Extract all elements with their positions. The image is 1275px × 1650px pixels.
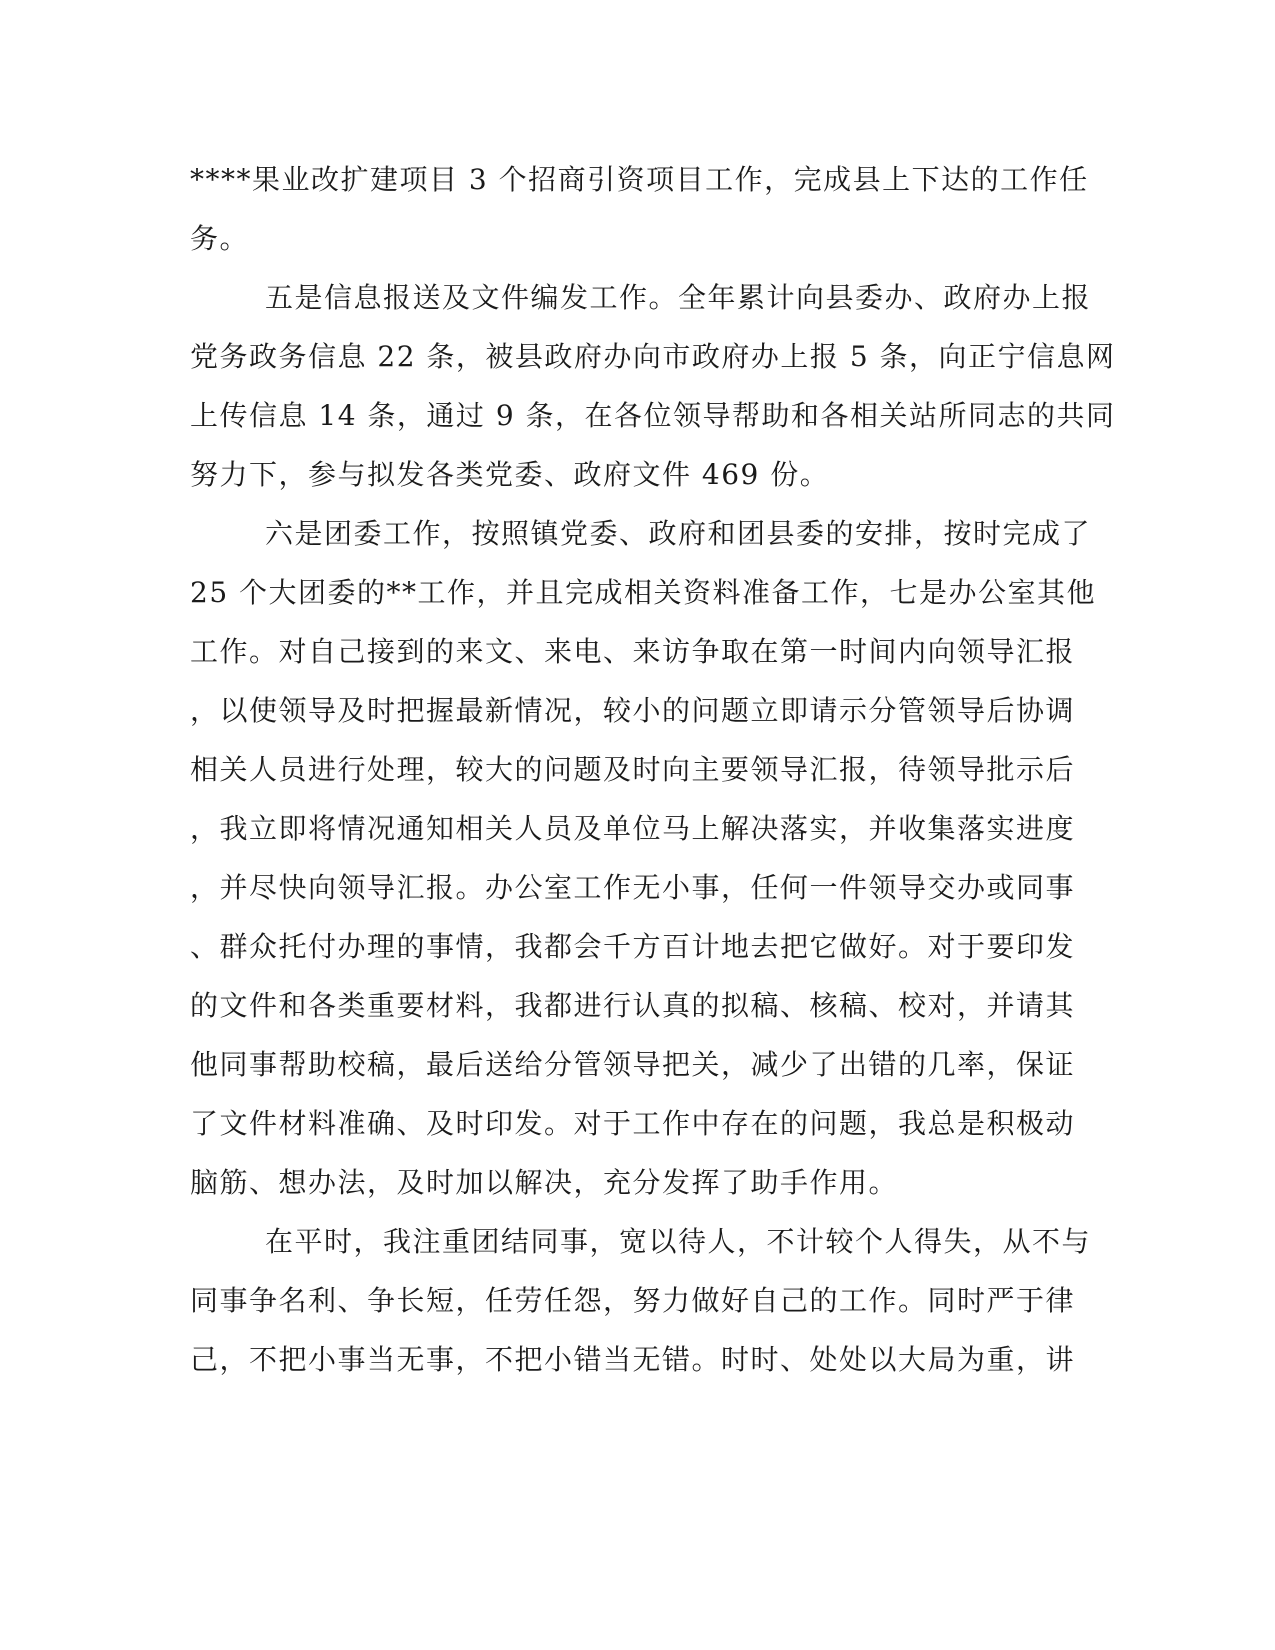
text-line: 了文件材料准确、及时印发。对于工作中存在的问题，我总是积极动 <box>190 1107 1076 1140</box>
text-line: ****果业改扩建项目 3 个招商引资项目工作，完成县上下达的工作任 <box>190 163 1089 196</box>
text-line: 的文件和各类重要材料，我都进行认真的拟稿、核稿、校对，并请其 <box>190 989 1076 1022</box>
text-line: 务。 <box>190 222 250 255</box>
paragraph-first-line: 在平时，我注重团结同事，宽以待人，不计较个人得失，从不与 <box>265 1225 1092 1258</box>
text-line: 脑筋、想办法，及时加以解决，充分发挥了助手作用。 <box>190 1166 899 1199</box>
text-line: 上传信息 14 条，通过 9 条，在各位领导帮助和各相关站所同志的共同 <box>190 399 1116 432</box>
text-line: 己，不把小事当无事，不把小错当无错。时时、处处以大局为重，讲 <box>190 1343 1076 1376</box>
text-line: 努力下，参与拟发各类党委、政府文件 469 份。 <box>190 458 830 491</box>
text-line: 同事争名利、争长短，任劳任怨，努力做好自己的工作。同时严于律 <box>190 1284 1076 1317</box>
text-line: 25 个大团委的**工作，并且完成相关资料准备工作，七是办公室其他 <box>190 576 1097 609</box>
text-line: 工作。对自己接到的来文、来电、来访争取在第一时间内向领导汇报 <box>190 635 1076 668</box>
text-line: ，我立即将情况通知相关人员及单位马上解决落实，并收集落实进度 <box>190 812 1076 845</box>
text-line: 他同事帮助校稿，最后送给分管领导把关，减少了出错的几率，保证 <box>190 1048 1076 1081</box>
paragraph-first-line: 六是团委工作，按照镇党委、政府和团县委的安排，按时完成了 <box>265 517 1092 550</box>
text-line: ，并尽快向领导汇报。办公室工作无小事，任何一件领导交办或同事 <box>190 871 1076 904</box>
text-line: ，以使领导及时把握最新情况，较小的问题立即请示分管领导后协调 <box>190 694 1076 727</box>
text-line: 相关人员进行处理，较大的问题及时向主要领导汇报，待领导批示后 <box>190 753 1076 786</box>
text-line: 党务政务信息 22 条，被县政府办向市政府办上报 5 条，向正宁信息网 <box>190 340 1116 373</box>
paragraph-first-line: 五是信息报送及文件编发工作。全年累计向县委办、政府办上报 <box>265 281 1092 314</box>
text-line: 、群众托付办理的事情，我都会千方百计地去把它做好。对于要印发 <box>190 930 1076 963</box>
